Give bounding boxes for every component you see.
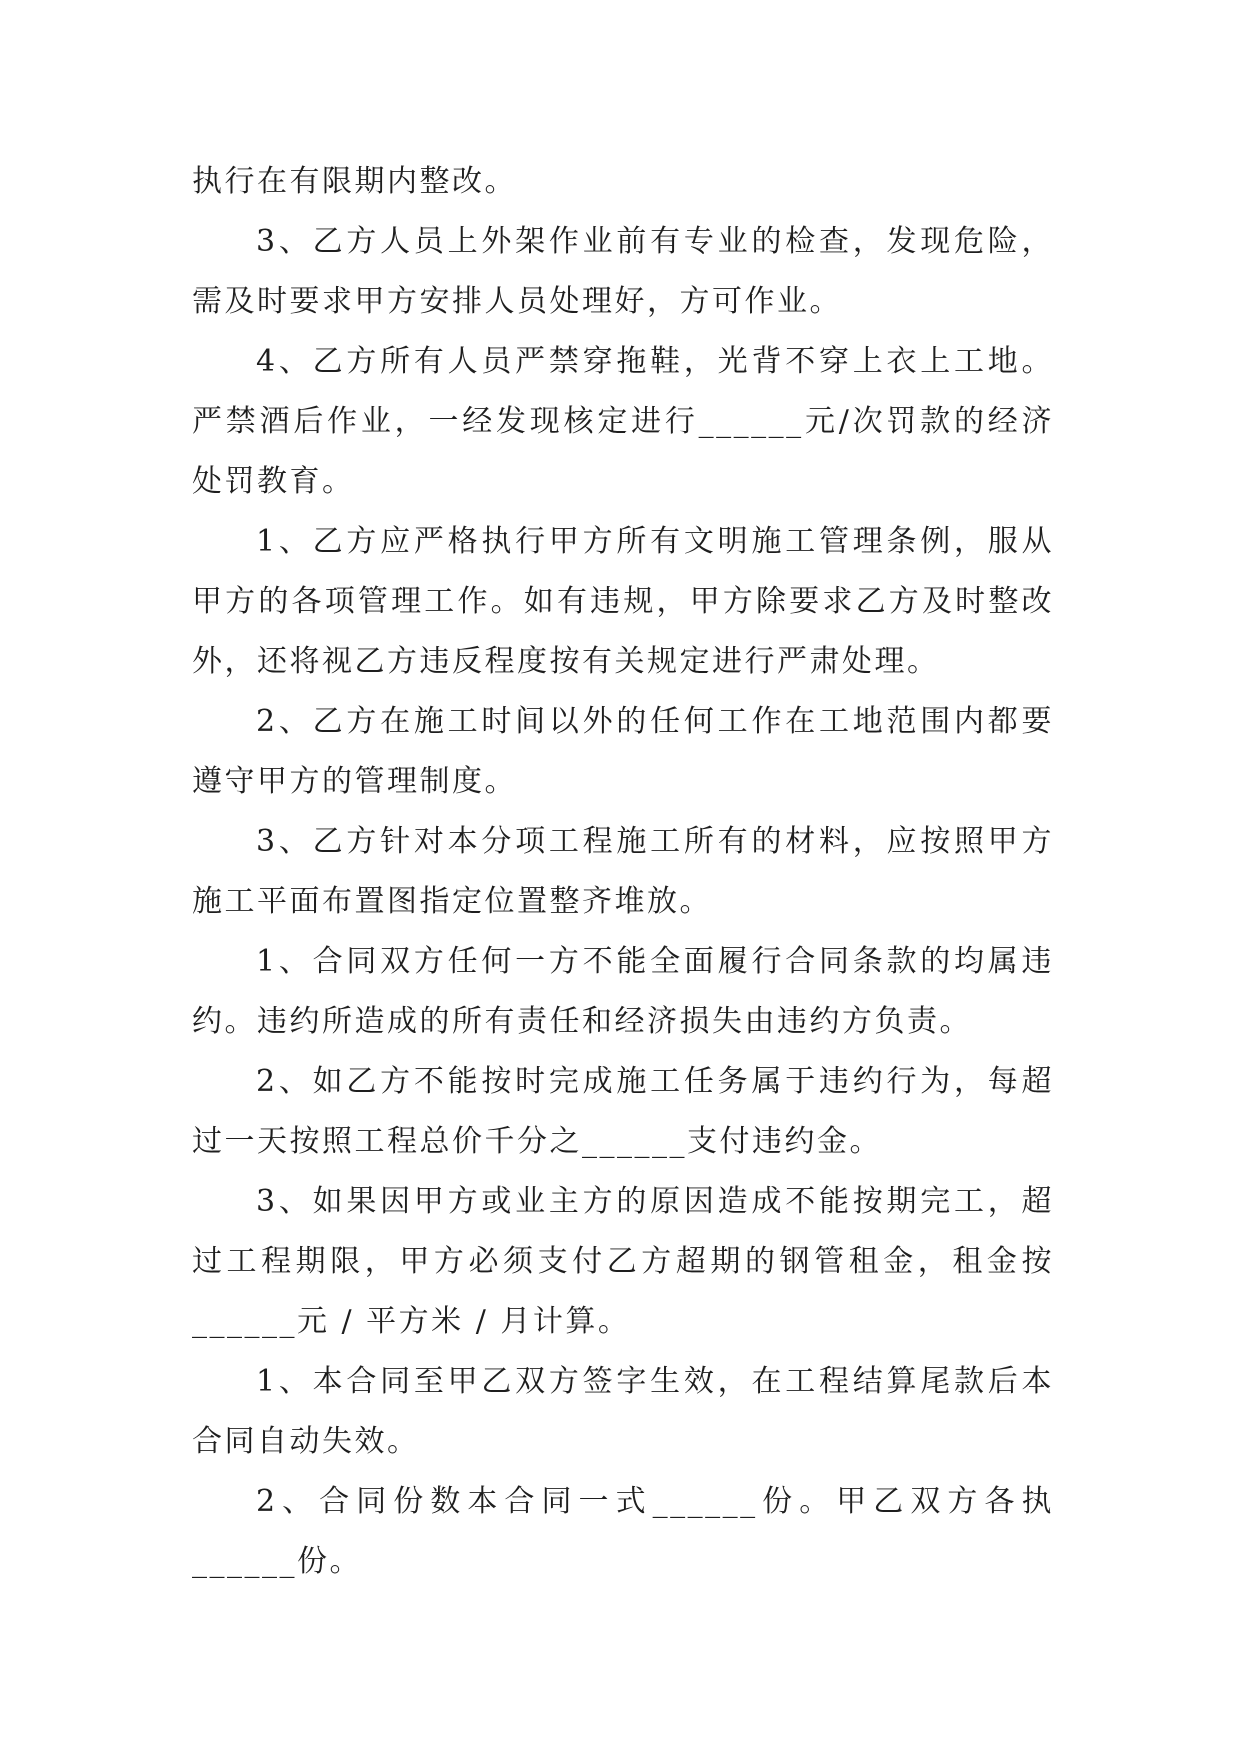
paragraph-8: 2、如乙方不能按时完成施工任务属于违约行为，每超过一天按照工程总价千分之______支付违约金。 [192, 1064, 1054, 1159]
paragraph-9: 3、如果因甲方或业主方的原因造成不能按期完工，超过工程期限，甲方必须支付乙方超期的钢管租金，租金按______元 / 平方米 / 月计算。 [192, 1184, 1054, 1339]
paragraph-6: 3、乙方针对本分项工程施工所有的材料，应按照甲方施工平面布置图指定位置整齐堆放。 [192, 824, 1054, 919]
contract-text [192, 152, 1054, 1592]
paragraph-4: 1、乙方应严格执行甲方所有文明施工管理条例，服从甲方的各项管理工作。如有违规，甲方除要求乙方及时整改外，还将视乙方违反程度按有关规定进行严肃处理。 [192, 524, 1054, 679]
paragraph-2: 3、乙方人员上外架作业前有专业的检查，发现危险，需及时要求甲方安排人员处理好，方可作业。 [192, 224, 1054, 319]
paragraph-1: 执行在有限期内整改。 [192, 164, 517, 199]
paragraph-11: 2、合同份数本合同一式______份。甲乙双方各执______份。 [192, 1484, 1054, 1579]
paragraph-10: 1、本合同至甲乙双方签字生效，在工程结算尾款后本合同自动失效。 [192, 1364, 1054, 1459]
paragraph-3: 4、乙方所有人员严禁穿拖鞋，光背不穿上衣上工地。严禁酒后作业，一经发现核定进行______元/次罚款的经济处罚教育。 [192, 344, 1054, 499]
paragraph-7: 1、合同双方任何一方不能全面履行合同条款的均属违约。违约所造成的所有责任和经济损失由违约方负责。 [192, 944, 1054, 1039]
paragraph-5: 2、乙方在施工时间以外的任何工作在工地范围内都要遵守甲方的管理制度。 [192, 704, 1054, 799]
